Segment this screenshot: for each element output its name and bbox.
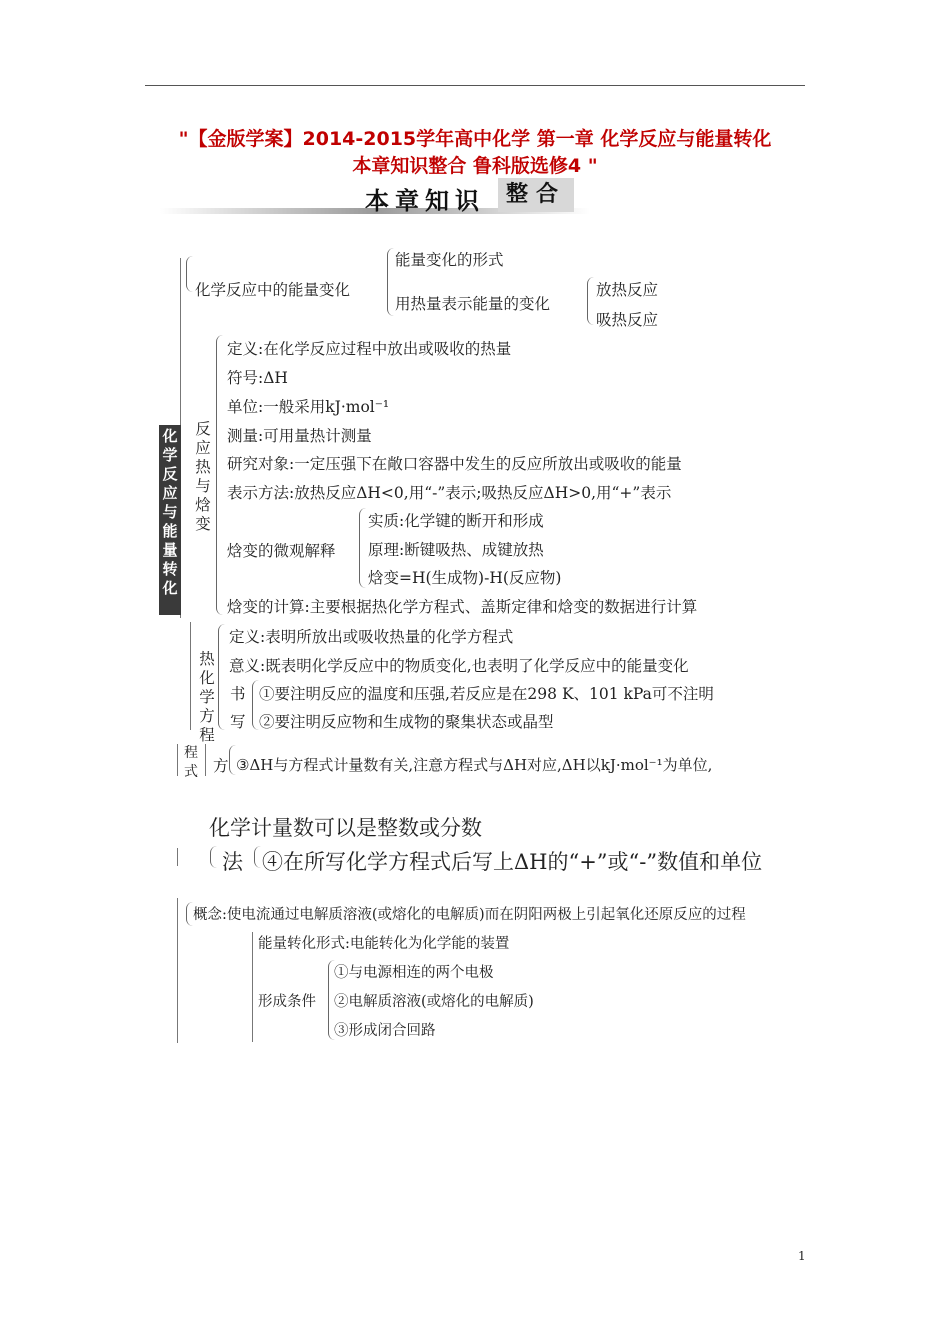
s3-write-char: 书 <box>230 685 246 703</box>
s3-label: 热化学方程 <box>199 650 215 744</box>
brace <box>387 248 394 316</box>
s2-item: 表示方法:放热反应ΔH<0,用“-”表示;吸热反应ΔH>0,用“+”表示 <box>227 484 672 502</box>
s4-concept: 概念:使电流通过电解质溶液(或熔化的电解质)而在阴阳两极上引起氧化还原反应的过程 <box>193 907 746 923</box>
s3-rule4: ④在所写化学方程式后写上ΔH的“+”或“-”数值和单位 <box>262 850 763 874</box>
side-label-text: 化学反应与能量转化 <box>162 427 178 597</box>
header-rule <box>145 85 805 86</box>
s4-line <box>177 898 178 1043</box>
s3-rule1: ①要注明反应的温度和压强,若反应是在298 K、101 kPa可不注明 <box>259 685 714 703</box>
side-label <box>159 425 181 615</box>
s2-micro-label: 焓变的微观解释 <box>227 542 336 560</box>
brace <box>587 277 594 325</box>
section-banner <box>160 178 590 218</box>
s2-micro-item: 原理:断键吸热、成键放热 <box>368 541 544 559</box>
s1-b2: 吸热反应 <box>596 311 659 329</box>
s1-item-b: 用热量表示能量的变化 <box>395 295 551 313</box>
s2-item: 单位:一般采用kJ·mol⁻¹ <box>227 398 390 416</box>
s4-cond-label: 形成条件 <box>258 994 316 1010</box>
cont-line <box>177 848 178 866</box>
s2-item: 符号:ΔH <box>227 369 288 387</box>
s4-cond: ①与电源相连的两个电极 <box>334 965 494 981</box>
brace <box>210 846 217 868</box>
brace <box>218 624 225 730</box>
brace <box>359 508 366 588</box>
cont-line <box>177 744 178 776</box>
banner-highlight-text: 整合 <box>498 178 574 212</box>
s2-item: 测量:可用量热计测量 <box>227 427 372 445</box>
s3-rule2: ②要注明反应物和生成物的聚集状态或晶型 <box>259 713 554 731</box>
s2-label: 反应热与焓变 <box>195 420 211 533</box>
brace <box>229 745 236 775</box>
page-number: 1 <box>798 1249 806 1263</box>
s3-method-char: 法 <box>222 850 243 874</box>
s2-item: 研究对象:一定压强下在敞口容器中发生的反应所放出或吸收的能量 <box>227 455 682 473</box>
document-title-line2: 本章知识整合 鲁科版选修4 " <box>352 155 598 177</box>
s4-line <box>252 932 253 1042</box>
brace <box>216 335 223 615</box>
brace <box>186 902 193 926</box>
s3-meaning: 意义:既表明化学反应中的物质变化,也表明了化学反应中的能量变化 <box>229 657 689 675</box>
s4-cond: ②电解质溶液(或熔化的电解质) <box>334 994 534 1010</box>
s4-cond: ③形成闭合回路 <box>334 1023 436 1039</box>
banner-main-text: 本章知识 <box>365 187 485 215</box>
s2-item: 定义:在化学反应过程中放出或吸收的热量 <box>227 340 512 358</box>
s4-energy: 能量转化形式:电能转化为化学能的装置 <box>258 936 510 952</box>
s1-b1: 放热反应 <box>596 281 659 299</box>
s1-item-a: 能量变化的形式 <box>395 251 504 269</box>
brace <box>252 680 259 730</box>
s3-line <box>190 622 191 730</box>
document-title-line1: "【金版学案】2014-2015学年高中化学 第一章 化学反应与能量转化 <box>178 128 772 150</box>
brace <box>186 256 193 292</box>
s3-method-char: 方 <box>213 757 229 775</box>
s3-rule3: ③ΔH与方程式计量数有关,注意方程式与ΔH对应,ΔH以kJ·mol⁻¹为单位, <box>236 756 713 774</box>
s2-micro-item: 实质:化学键的断开和形成 <box>368 512 544 530</box>
brace <box>254 846 261 868</box>
s3-rule3-cont: 化学计量数可以是整数或分数 <box>209 816 482 840</box>
s1-label: 化学反应中的能量变化 <box>195 281 351 299</box>
s3-write-char: 写 <box>230 713 246 731</box>
cont-line <box>205 744 206 776</box>
s2-calc: 焓变的计算:主要根据热化学方程式、盖斯定律和焓变的数据进行计算 <box>227 598 698 616</box>
s3-label-cont: 程式 <box>184 745 198 780</box>
s2-micro-item: 焓变=H(生成物)-H(反应物) <box>368 569 562 587</box>
s3-def: 定义:表明所放出或吸收热量的化学方程式 <box>229 628 514 646</box>
